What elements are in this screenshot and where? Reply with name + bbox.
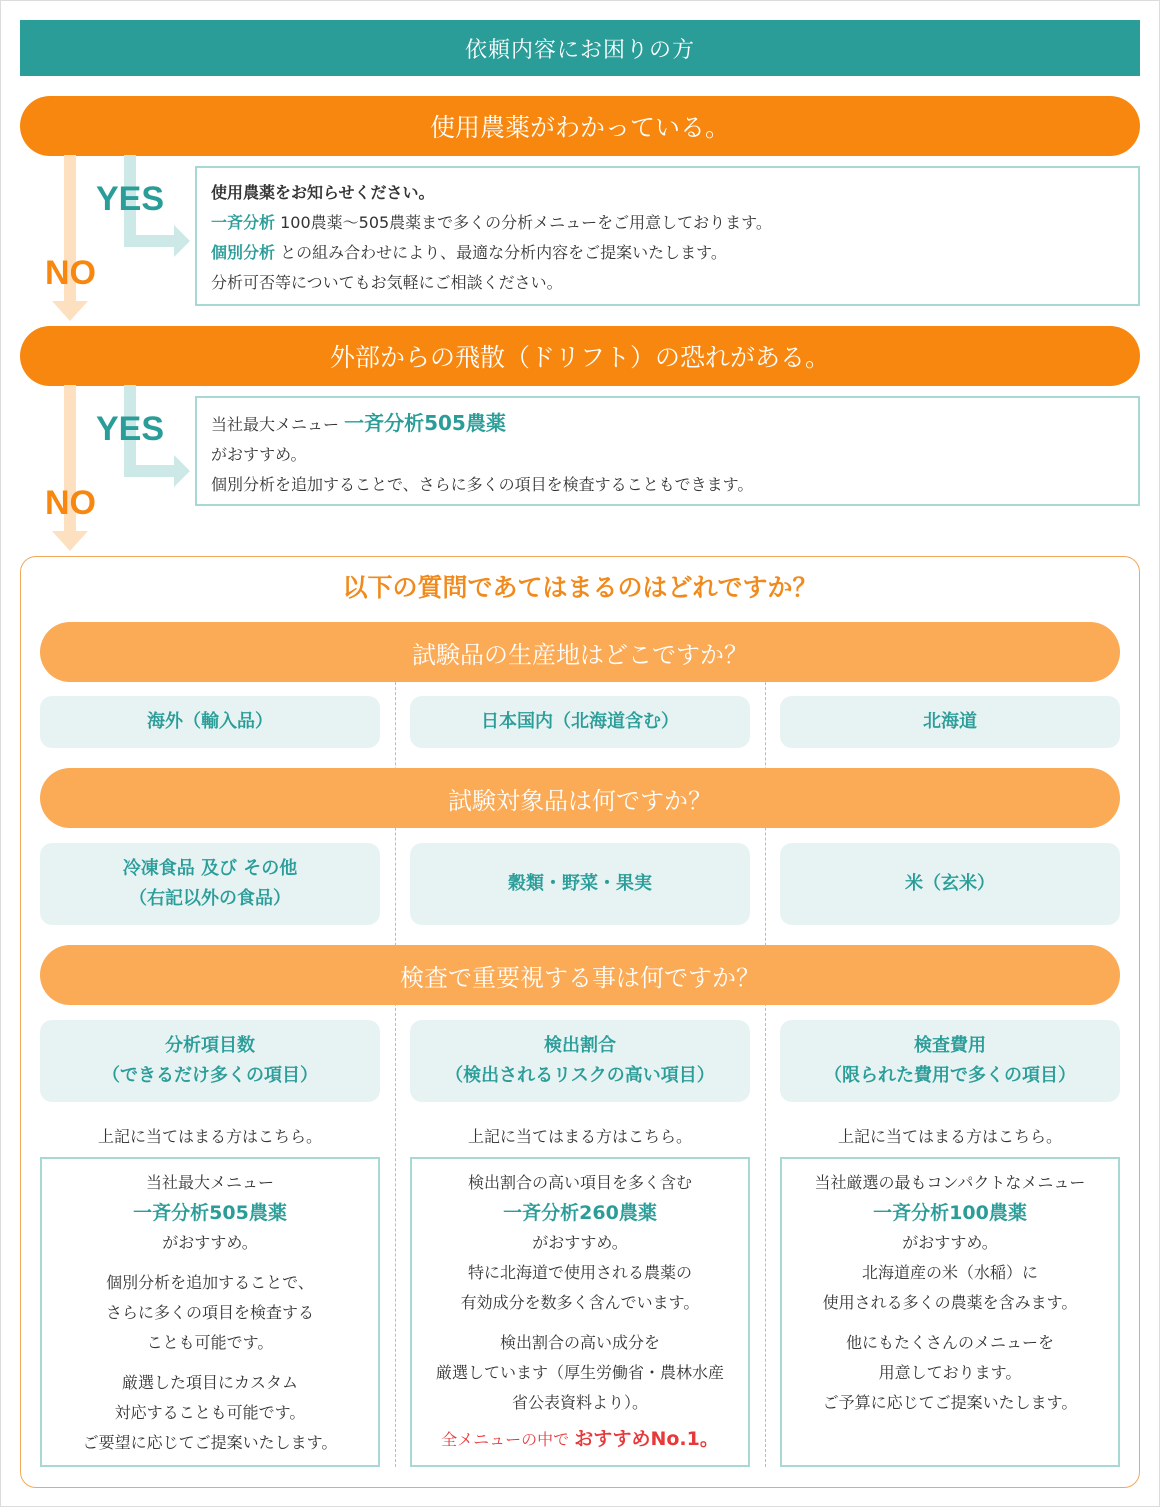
option-label: 穀類・野菜・果実 — [508, 873, 652, 894]
menu-505-link[interactable]: 一斉分析505農薬 — [133, 1202, 287, 1224]
column-divider — [395, 622, 396, 1467]
rec-text: 他にもたくさんのメニューを — [845, 1333, 1054, 1352]
badge-text: 全メニューの中で — [441, 1430, 575, 1449]
rec-text: 厳選しています（厚生労働省・農林水産 — [435, 1363, 724, 1382]
rec-suffix: がおすすめ。 — [532, 1233, 628, 1252]
rec-suffix: がおすすめ。 — [162, 1233, 258, 1252]
panel-title: 以下の質問であてはまるのはどれですか？ — [342, 573, 818, 602]
yes-label-2: YES — [96, 410, 165, 448]
rec-text: ご予算に応じてご提案いたします。 — [822, 1393, 1078, 1412]
step2-line1 — [211, 408, 1124, 440]
option-label: 日本国内（北海道含む） — [481, 711, 679, 732]
badge-emphasis: おすすめNo.1。 — [574, 1428, 719, 1450]
question-priority: 検査で重要視する事は何ですか？ — [40, 945, 1120, 1005]
option-sublabel: （右記以外の食品） — [129, 888, 291, 909]
rec-text: 対応することも可能です。 — [114, 1403, 306, 1422]
step1-line3 — [211, 238, 1124, 268]
option-sublabel: （検出されるリスクの高い項目） — [445, 1065, 715, 1086]
option-label: 海外（輸入品） — [147, 711, 273, 732]
question-origin: 試験品の生産地はどこですか？ — [40, 622, 1120, 682]
no-label-2: NO — [45, 484, 96, 522]
option-label: 冷凍食品 及び その他 — [122, 858, 298, 879]
rec-text: 有効成分を数多く含んでいます。 — [460, 1293, 700, 1312]
menu-505-link[interactable]: 一斉分析505農薬 — [344, 411, 506, 435]
step1-line2-text: 100農薬～505農薬まで多くの分析メニューをご用意しております。 — [275, 213, 772, 232]
option-grains-vegetables[interactable] — [410, 843, 750, 925]
yes-label-1: YES — [96, 180, 165, 218]
rec-suffix: がおすすめ。 — [902, 1233, 998, 1252]
option-label: 分析項目数 — [165, 1035, 255, 1056]
step1-answer-box — [195, 166, 1140, 306]
step2-line1-text: 当社最大メニュー — [211, 415, 345, 434]
rec-text: 検出割合の高い成分を — [499, 1333, 660, 1352]
option-label: 北海道 — [923, 711, 977, 732]
step1-line4: 分析可否等についてもお気軽にご相談ください。 — [211, 273, 563, 292]
option-sublabel: （できるだけ多くの項目） — [102, 1065, 318, 1086]
option-cost[interactable] — [780, 1020, 1120, 1102]
recommendation-card-505 — [40, 1157, 380, 1467]
option-item-count[interactable] — [40, 1020, 380, 1102]
step2-line2: がおすすめ。 — [211, 445, 307, 464]
rec-text: 厳選した項目にカスタム — [121, 1373, 298, 1392]
option-label: 検査費用 — [914, 1035, 986, 1056]
menu-260-link[interactable]: 一斉分析260農薬 — [503, 1202, 657, 1224]
step1-line3-text: との組み合わせにより、最適な分析内容をご提案いたします。 — [275, 243, 727, 262]
question-drift[interactable]: 外部からの飛散（ドリフト）の恐れがある。 — [20, 326, 1140, 386]
option-overseas[interactable] — [40, 696, 380, 748]
rec-text: 使用される多くの農薬を含みます。 — [822, 1293, 1078, 1312]
rec-text: 特に北海道で使用される農薬の — [467, 1263, 692, 1282]
rec-text: さらに多くの項目を検査する — [105, 1303, 314, 1322]
option-frozen-food[interactable] — [40, 843, 380, 925]
step2-line3: 個別分析を追加することで、さらに多くの項目を検査することもできます。 — [211, 475, 754, 494]
recommend-note: 上記に当てはまる方はこちら。 — [97, 1127, 322, 1146]
option-label: 検出割合 — [544, 1035, 616, 1056]
recommend-note: 上記に当てはまる方はこちら。 — [467, 1127, 692, 1146]
page-header: 依頼内容にお困りの方 — [20, 20, 1140, 76]
step1-line1: 使用農薬をお知らせください。 — [211, 183, 435, 202]
option-detection-rate[interactable] — [410, 1020, 750, 1102]
question-known-pesticide[interactable]: 使用農薬がわかっている。 — [20, 96, 1140, 156]
option-label: 米（玄米） — [905, 873, 995, 894]
rec-text: 個別分析を追加することで、 — [106, 1273, 314, 1292]
menu-100-link[interactable]: 一斉分析100農薬 — [873, 1202, 1027, 1224]
recommendation-card-100 — [780, 1157, 1120, 1467]
rec-text: 北海道産の米（水稲）に — [861, 1263, 1038, 1282]
column-divider — [765, 622, 766, 1467]
rec-text: ことも可能です。 — [146, 1333, 274, 1352]
rec-text: 用意しております。 — [878, 1363, 1022, 1382]
individual-analysis-label: 個別分析 — [211, 243, 276, 262]
no-label-1: NO — [45, 254, 96, 292]
recommend-note: 上記に当てはまる方はこちら。 — [837, 1127, 1062, 1146]
rec-text: ご要望に応じてご提案いたします。 — [82, 1433, 338, 1452]
option-sublabel: （限られた費用で多くの項目） — [824, 1065, 1076, 1086]
option-hokkaido[interactable] — [780, 696, 1120, 748]
simultaneous-analysis-label: 一斉分析 — [211, 213, 276, 232]
rec-intro: 検出割合の高い項目を多く含む — [467, 1173, 692, 1192]
option-japan[interactable] — [410, 696, 750, 748]
rec-text: 省公表資料より）。 — [511, 1393, 648, 1412]
step2-answer-box — [195, 396, 1140, 506]
question-target-item: 試験対象品は何ですか？ — [40, 768, 1120, 828]
option-rice[interactable] — [780, 843, 1120, 925]
recommendation-card-260 — [410, 1157, 750, 1467]
step1-line2 — [211, 208, 1124, 238]
rec-intro: 当社最大メニュー — [145, 1173, 274, 1192]
recommend-badge — [412, 1424, 748, 1455]
rec-intro: 当社厳選の最もコンパクトなメニュー — [814, 1173, 1086, 1192]
